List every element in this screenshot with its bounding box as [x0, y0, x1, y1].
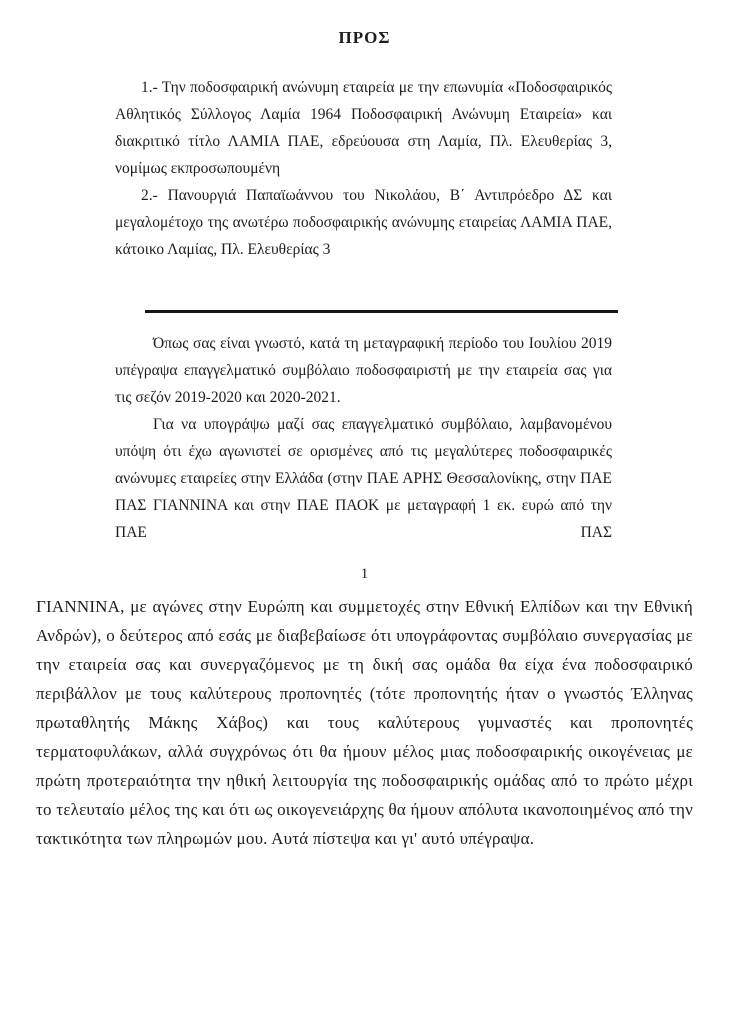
continuation-paragraph: ΓΙΑΝΝΙΝΑ, με αγώνες στην Ευρώπη και συμμετοχές στην Εθνική Ελπίδων και την Εθνική Ανδρών), ο δεύτερος από εσάς με διαβεβαίωσε ότι υπογράφοντας συμβόλαιο συνεργασίας με την εταιρεία σας και συνεργαζόμενος με τη δική σας ομάδα θα είχα ένα ποδοσφαιρικό περιβάλλον με τους καλύτερους προπονητές (τότε προπονητής ήταν ο γνωστός Έλληνας πρωταθλητής Μάκης Χάβος) και τους καλύτερους γυμναστές και προπονητές τερματοφυλάκων, αλλά συγχρόνως ότι θα ήμουν μέλος μιας ποδοσφαιρικής οικογένειας με πρώτη προτεραιότητα την ηθική λειτουργία της ποδοσφαιρικής ομάδας από το πρώτο μέχρι το τελευταίο μέλος της και ότι ως οικογενειάρχης θα ήμουν απόλυτα ικανοποιημένος από την τακτικότητα των πληρωμών μου. Αυτά πίστεψα και γι' αυτό υπέγραψα. [36, 597, 693, 848]
body-paragraphs [115, 330, 612, 546]
document-heading: ΠΡΟΣ [338, 28, 391, 47]
page-number: 1 [360, 566, 369, 582]
section-divider [145, 310, 618, 313]
paragraph-intro: Όπως σας είναι γνωστό, κατά τη μεταγραφική περίοδο του Ιουλίου 2019 υπέγραψα επαγγελματικό συμβόλαιο ποδοσφαιριστή με την εταιρεία σας για τις σεζόν 2019-2020 και 2020-2021. [115, 335, 612, 406]
recipient-item-company: 1.- Την ποδοσφαιρική ανώνυμη εταιρεία με την επωνυμία «Ποδοσφαιρικός Αθλητικός Σύλλογος Λαμία 1964 Ποδοσφαιρική Ανώνυμη Εταιρεία» και διακριτικό τίτλο ΛΑΜΙΑ ΠΑΕ, εδρεύουσα στη Λαμία, Πλ. Ελευθερίας 3, νομίμως εκπροσωπουμένη [115, 79, 612, 177]
recipients-block [115, 74, 612, 263]
recipient-item-person: 2.- Πανουργιά Παπαϊωάννου του Νικολάου, Β΄ Αντιπρόεδρο ΔΣ και μεγαλομέτοχο της ανωτέρω ποδοσφαιρικής ανώνυμης εταιρείας ΛΑΜΙΑ ΠΑΕ, κάτοικο Λαμίας, Πλ. Ελευθερίας 3 [115, 187, 612, 258]
paragraph-career: Για να υπογράψω μαζί σας επαγγελματικό συμβόλαιο, λαμβανομένου υπόψη ότι έχω αγωνιστεί σε ορισμένες από τις μεγαλύτερες ποδοσφαιρικές ανώνυμες εταιρείες στην Ελλάδα (στην ΠΑΕ ΑΡΗΣ Θεσσαλονίκης, στην ΠΑΕ ΠΑΣ ΓΙΑΝΝΙΝΑ και στην ΠΑΕ ΠΑΟΚ με μεταγραφή 1 εκ. ευρώ από την ΠΑΕ ΠΑΣ [115, 416, 612, 541]
